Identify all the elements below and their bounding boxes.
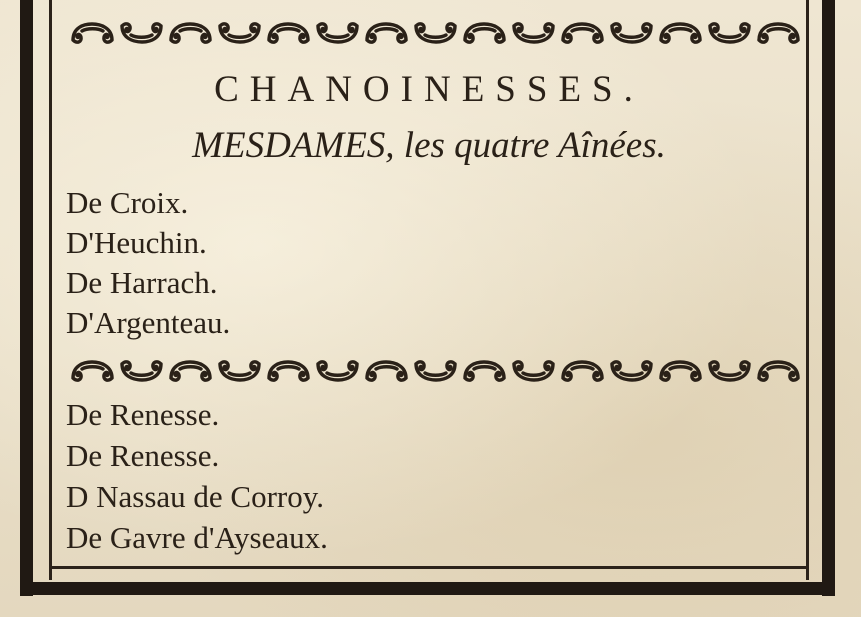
ornament-motif [465,24,504,42]
ornament-motif [612,362,651,380]
ornament-motif [269,362,308,380]
ornament-motif [514,24,553,42]
list-item: De Renesse. [66,438,220,473]
list-item: De Gavre d'Ayseaux. [66,520,328,555]
ornament-motif [73,24,112,42]
ornament-motif [563,24,602,42]
frame-rule-bottom-outer [20,582,835,595]
ornament-motif [220,24,259,42]
ornament-motif [465,362,504,380]
ornament-motif [710,24,749,42]
ornament-motif [171,362,210,380]
ornament-band-middle [68,356,803,386]
ornament-motif [612,24,651,42]
ornament-motif [269,24,308,42]
ornament-motif [514,362,553,380]
ornament-motif [710,362,749,380]
frame-rule-right-outer [822,0,835,596]
name-list-eldest [66,183,230,343]
frame-rule-left-outer [20,0,33,596]
ornament-motif [171,24,210,42]
section-heading: CHANOINESSES. [214,69,644,110]
name-list-others [66,394,328,558]
list-item: D'Heuchin. [66,225,207,260]
ornament-motif [73,362,112,380]
ornament-motif [759,362,798,380]
ornament-motif [661,362,700,380]
list-item: De Harrach. [66,265,218,300]
frame-rule-bottom-inner [49,566,809,569]
ornament-motif [416,362,455,380]
section-subheading [52,124,806,168]
list-item: De Croix. [66,185,189,220]
list-item: D'Argenteau. [66,305,231,340]
frame-rule-right-inner [806,0,809,580]
ornament-band-top [68,18,803,48]
ornament-motif [416,24,455,42]
ornament-motif [220,362,259,380]
ornament-motif [661,24,700,42]
ornament-motif [318,362,357,380]
list-item: D Nassau de Corroy. [66,479,324,514]
ornament-motif [759,24,798,42]
ornament-motif [122,24,161,42]
ornament-motif [367,362,406,380]
ornament-motif [122,362,161,380]
list-item: De Renesse. [66,397,220,432]
ornament-motif [367,24,406,42]
ornament-motif [318,24,357,42]
ornament-motif [563,362,602,380]
subheading-text: MESDAMES, les quatre Aînées. [192,125,666,166]
